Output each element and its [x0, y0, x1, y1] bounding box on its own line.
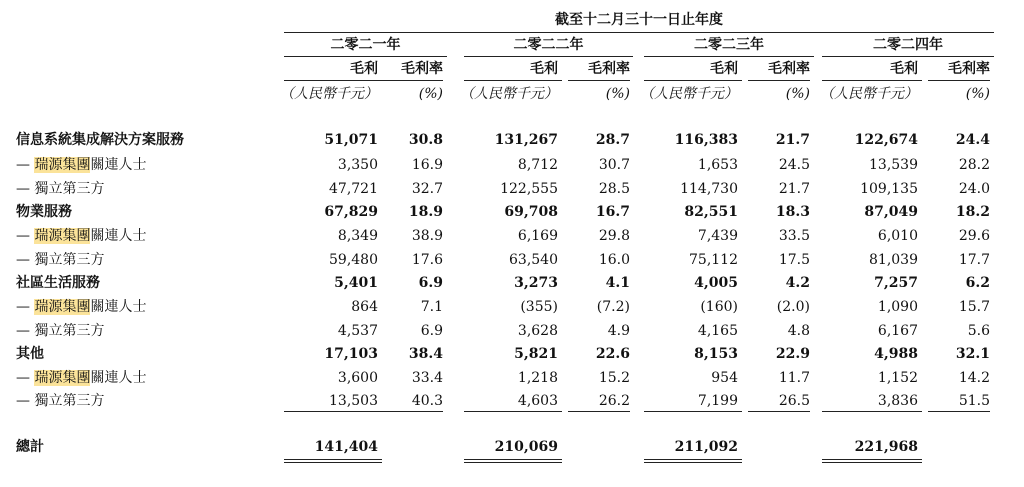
- label-suffix: 關連人士: [90, 299, 147, 315]
- gross-profit-value: 13,539: [869, 157, 918, 173]
- total-double-rule-1: [464, 459, 562, 460]
- row-label: — 獨立第三方: [16, 181, 105, 197]
- row-label: [16, 297, 146, 317]
- gross-profit-value: 109,135: [860, 181, 918, 197]
- margin-value: 51.5: [958, 393, 990, 409]
- year-header: 二零二一年: [330, 37, 401, 53]
- gross-profit-value: 59,480: [329, 252, 378, 268]
- gross-profit-value: 1,090: [877, 299, 918, 315]
- margin-value: 18.2: [955, 204, 990, 220]
- margin-value: 26.2: [598, 393, 630, 409]
- unit-gross-profit: （人民幣千元）: [460, 86, 558, 102]
- gross-profit-value: 13,503: [329, 393, 378, 409]
- row-label: — 獨立第三方: [16, 393, 105, 409]
- total-double-rule-2: [822, 462, 922, 463]
- margin-value: 17.5: [778, 252, 810, 268]
- margin-value: 30.8: [408, 132, 443, 148]
- gross-profit-value: 3,273: [514, 275, 558, 291]
- total-double-rule-1: [644, 459, 742, 460]
- subtotal-rule-margin: [381, 411, 443, 412]
- gross-profit-value: 114,730: [680, 181, 738, 197]
- unit-margin: (%): [785, 86, 810, 102]
- highlighted-entity: 瑞源集團: [34, 370, 91, 386]
- subtotal-rule-margin: [568, 411, 630, 412]
- margin-value: 29.8: [598, 228, 630, 244]
- total-value: 221,968: [854, 439, 918, 455]
- gross-profit-value: (355): [520, 299, 558, 315]
- margin-value: 11.7: [778, 370, 810, 386]
- dash-prefix: —: [16, 370, 35, 386]
- subheader-underline-gp: [644, 80, 742, 81]
- margin-value: 32.7: [411, 181, 443, 197]
- row-label: [16, 155, 146, 175]
- margin-value: 22.6: [595, 346, 630, 362]
- gross-profit-value: 1,218: [517, 370, 558, 386]
- gross-profit-value: (160): [700, 299, 738, 315]
- subheader-underline-margin: [568, 80, 630, 81]
- total-double-rule-1: [822, 459, 922, 460]
- row-label: — 獨立第三方: [16, 252, 105, 268]
- year-underline: [464, 56, 633, 57]
- unit-margin: (%): [605, 86, 630, 102]
- total-double-rule-2: [464, 462, 562, 463]
- gross-profit-value: 131,267: [494, 132, 558, 148]
- margin-value: 17.7: [958, 252, 990, 268]
- gross-profit-value: 864: [351, 299, 378, 315]
- margin-value: 30.7: [598, 157, 630, 173]
- period-title: 截至十二月三十一日止年度: [555, 12, 723, 28]
- margin-header: 毛利率: [948, 61, 990, 77]
- margin-header: 毛利率: [588, 61, 630, 77]
- margin-value: 38.4: [408, 346, 443, 362]
- row-label: — 獨立第三方: [16, 323, 105, 339]
- gross-profit-value: 5,401: [334, 275, 378, 291]
- gross-profit-value: 8,712: [517, 157, 558, 173]
- margin-value: 24.0: [958, 181, 990, 197]
- gross-profit-value: 116,383: [674, 132, 738, 148]
- margin-header: 毛利率: [768, 61, 810, 77]
- margin-value: 17.6: [411, 252, 443, 268]
- gross-profit-value: 75,112: [689, 252, 738, 268]
- year-underline: [822, 56, 994, 57]
- unit-gross-profit: （人民幣千元）: [820, 86, 918, 102]
- gross-profit-value: 3,836: [877, 393, 918, 409]
- margin-value: 24.5: [778, 157, 810, 173]
- subtotal-rule-gp: [464, 411, 562, 412]
- unit-margin: (%): [418, 86, 443, 102]
- total-value: 210,069: [494, 439, 558, 455]
- gross-profit-value: 4,165: [697, 323, 738, 339]
- subheader-underline-margin: [381, 80, 443, 81]
- gross-profit-value: 47,721: [329, 181, 378, 197]
- gross-profit-value: 8,349: [337, 228, 378, 244]
- year-underline: [644, 56, 814, 57]
- row-label: [16, 226, 146, 246]
- margin-value: 6.9: [418, 275, 443, 291]
- margin-value: 21.7: [775, 132, 810, 148]
- margin-value: 32.1: [955, 346, 990, 362]
- margin-value: 28.2: [958, 157, 990, 173]
- gross-profit-value: 51,071: [324, 132, 378, 148]
- gross-profit-value: 4,537: [337, 323, 378, 339]
- margin-header: 毛利率: [401, 61, 443, 77]
- gross-profit-value: 1,152: [877, 370, 918, 386]
- gross-profit-value: 4,603: [517, 393, 558, 409]
- row-label: 其他: [16, 346, 44, 362]
- dash-prefix: —: [16, 228, 35, 244]
- row-label: [16, 368, 146, 388]
- label-suffix: 關連人士: [90, 157, 147, 173]
- subheader-underline-gp: [464, 80, 562, 81]
- gross-profit-header: 毛利: [890, 61, 918, 77]
- subtotal-rule-margin: [928, 411, 990, 412]
- gross-profit-value: 6,167: [877, 323, 918, 339]
- margin-value: 33.4: [411, 370, 443, 386]
- row-label: 社區生活服務: [16, 275, 100, 291]
- gross-profit-value: 87,049: [864, 204, 918, 220]
- year-underline: [284, 56, 447, 57]
- subtotal-rule-gp: [822, 411, 922, 412]
- margin-value: (7.2): [596, 299, 630, 315]
- highlighted-entity: 瑞源集團: [34, 228, 91, 244]
- gross-profit-value: 6,010: [877, 228, 918, 244]
- margin-value: 29.6: [958, 228, 990, 244]
- margin-value: 6.2: [965, 275, 990, 291]
- highlighted-entity: 瑞源集團: [34, 157, 91, 173]
- margin-value: 5.6: [967, 323, 990, 339]
- margin-value: 16.0: [598, 252, 630, 268]
- highlighted-entity: 瑞源集團: [34, 299, 91, 315]
- gross-profit-value: 122,555: [500, 181, 558, 197]
- gross-profit-value: 69,708: [504, 204, 558, 220]
- margin-value: 15.2: [598, 370, 630, 386]
- total-value: 141,404: [314, 439, 378, 455]
- margin-value: 14.2: [958, 370, 990, 386]
- gross-profit-value: 6,169: [517, 228, 558, 244]
- gross-profit-header: 毛利: [530, 61, 558, 77]
- gross-profit-value: 3,600: [337, 370, 378, 386]
- gross-profit-value: 5,821: [514, 346, 558, 362]
- year-header: 二零二二年: [513, 37, 584, 53]
- subheader-underline-margin: [928, 80, 990, 81]
- row-label: 信息系統集成解決方案服務: [16, 132, 184, 148]
- margin-value: 28.7: [595, 132, 630, 148]
- margin-value: 16.9: [411, 157, 443, 173]
- subheader-underline-gp: [284, 80, 382, 81]
- gross-profit-value: 82,551: [684, 204, 738, 220]
- gross-profit-value: 17,103: [324, 346, 378, 362]
- row-label: 物業服務: [16, 204, 72, 220]
- margin-value: 18.3: [775, 204, 810, 220]
- total-double-rule-2: [644, 462, 742, 463]
- gross-profit-value: 8,153: [694, 346, 738, 362]
- subtotal-rule-margin: [748, 411, 810, 412]
- margin-value: 4.8: [787, 323, 810, 339]
- gross-profit-value: 63,540: [509, 252, 558, 268]
- label-suffix: 關連人士: [90, 228, 147, 244]
- dash-prefix: —: [16, 299, 35, 315]
- period-underline: [284, 32, 994, 33]
- unit-gross-profit: （人民幣千元）: [640, 86, 738, 102]
- margin-value: 18.9: [408, 204, 443, 220]
- dash-prefix: —: [16, 157, 35, 173]
- margin-value: 33.5: [778, 228, 810, 244]
- gross-profit-value: 1,653: [697, 157, 738, 173]
- gross-profit-value: 7,199: [697, 393, 738, 409]
- gross-profit-value: 4,005: [694, 275, 738, 291]
- year-header: 二零二四年: [873, 37, 943, 53]
- gross-profit-value: 7,439: [697, 228, 738, 244]
- margin-value: 21.7: [778, 181, 810, 197]
- label-suffix: 關連人士: [90, 370, 147, 386]
- unit-margin: (%): [965, 86, 990, 102]
- total-label: 總計: [16, 439, 44, 455]
- margin-value: 4.9: [607, 323, 630, 339]
- subtotal-rule-gp: [284, 411, 382, 412]
- subheader-underline-margin: [748, 80, 810, 81]
- margin-value: 24.4: [955, 132, 990, 148]
- margin-value: 26.5: [778, 393, 810, 409]
- gross-profit-header: 毛利: [710, 61, 738, 77]
- gross-profit-value: 122,674: [854, 132, 918, 148]
- gross-profit-value: 67,829: [324, 204, 378, 220]
- margin-value: 7.1: [420, 299, 443, 315]
- total-double-rule-2: [284, 462, 382, 463]
- margin-value: 40.3: [411, 393, 443, 409]
- margin-value: 38.9: [411, 228, 443, 244]
- gross-profit-value: 4,988: [874, 346, 918, 362]
- total-double-rule-1: [284, 459, 382, 460]
- margin-value: 15.7: [958, 299, 990, 315]
- margin-value: 6.9: [420, 323, 443, 339]
- unit-gross-profit: （人民幣千元）: [280, 86, 378, 102]
- margin-value: 28.5: [598, 181, 630, 197]
- year-header: 二零二三年: [694, 37, 764, 53]
- margin-value: (2.0): [776, 299, 810, 315]
- gross-profit-value: 81,039: [869, 252, 918, 268]
- gross-profit-value: 3,350: [337, 157, 378, 173]
- gross-profit-value: 7,257: [874, 275, 918, 291]
- margin-value: 4.1: [605, 275, 630, 291]
- gross-profit-header: 毛利: [350, 61, 378, 77]
- subtotal-rule-gp: [644, 411, 742, 412]
- subheader-underline-gp: [822, 80, 922, 81]
- total-value: 211,092: [674, 439, 738, 455]
- gross-profit-value: 3,628: [517, 323, 558, 339]
- margin-value: 22.9: [775, 346, 810, 362]
- gross-profit-value: 954: [711, 370, 738, 386]
- margin-value: 4.2: [785, 275, 810, 291]
- margin-value: 16.7: [595, 204, 630, 220]
